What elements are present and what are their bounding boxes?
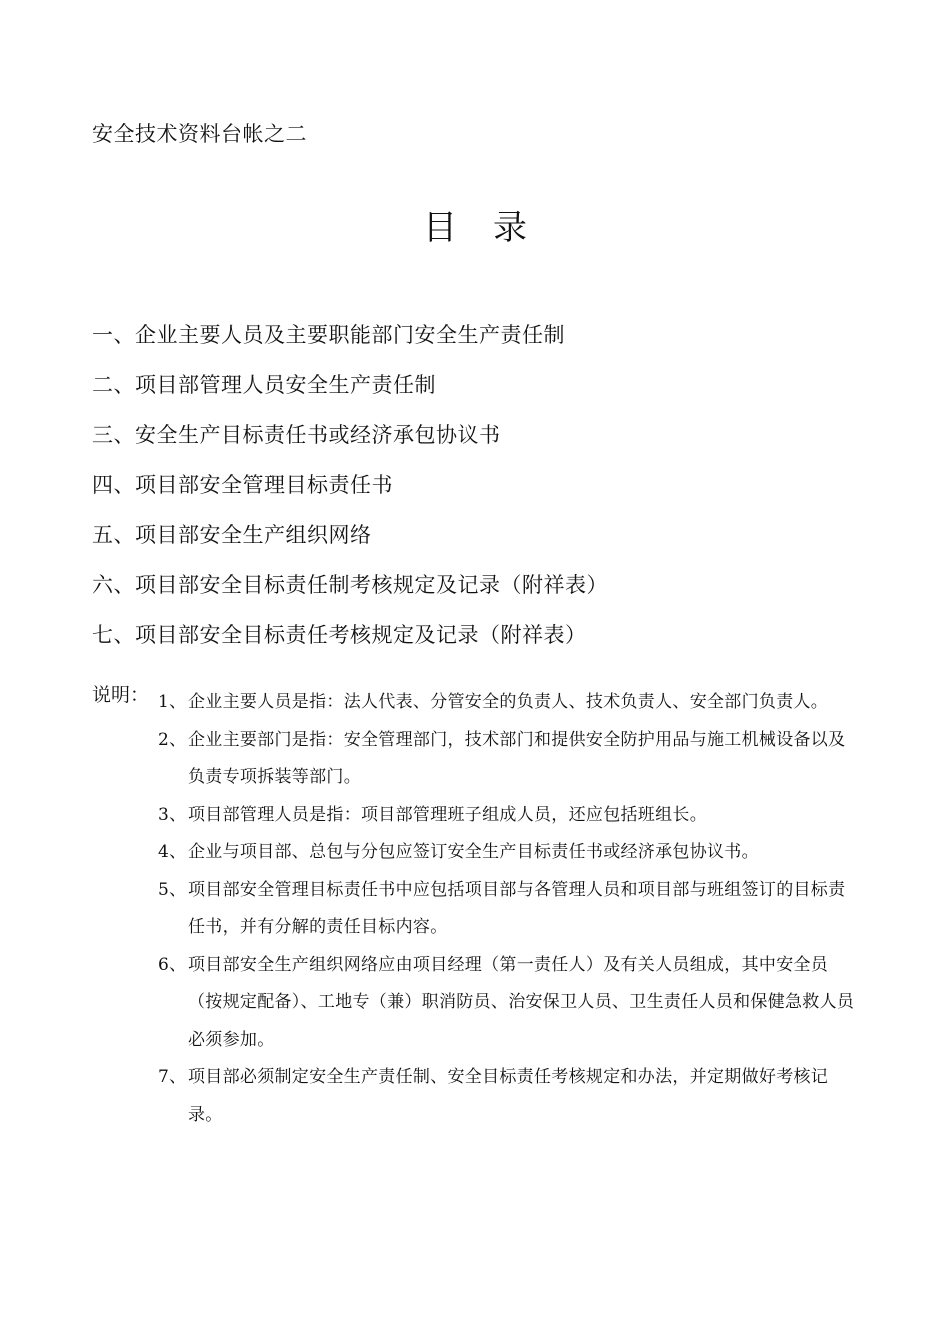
note-number: 7、 — [158, 1067, 187, 1087]
toc-item: 六、项目部安全目标责任制考核规定及记录（附祥表） — [92, 573, 608, 597]
note-text: 项目部管理人员是指：项目部管理班子组成人员，还应包括班组长。 — [188, 804, 707, 825]
note-number: 1、 — [158, 692, 187, 712]
note-text: 企业主要部门是指：安全管理部门，技术部门和提供安全防护用品与施工机械设备以及负责专项拆装等部门。 — [188, 729, 846, 787]
note-number: 6、 — [158, 954, 187, 975]
toc-item: 一、企业主要人员及主要职能部门安全生产责任制 — [92, 323, 565, 347]
note-item — [158, 834, 862, 872]
note-number: 2、 — [158, 729, 187, 750]
note-number: 4、 — [158, 842, 187, 862]
note-item — [158, 722, 862, 797]
page-title: 目录 — [423, 208, 563, 248]
note-item — [158, 947, 862, 1060]
note-text: 企业主要人员是指：法人代表、分管安全的负责人、技术负责人、安全部门负责人。 — [188, 692, 829, 712]
note-item — [158, 797, 862, 835]
toc-item: 七、项目部安全目标责任考核规定及记录（附祥表） — [92, 623, 587, 647]
notes-label: 说明： — [92, 684, 150, 706]
note-item — [158, 684, 862, 722]
toc-item: 三、安全生产目标责任书或经济承包协议书 — [92, 423, 501, 447]
note-text: 项目部安全管理目标责任书中应包括项目部与各管理人员和项目部与班组签订的目标责任书，并有分解的责任目标内容。 — [188, 879, 846, 937]
note-text: 项目部安全生产组织网络应由项目经理（第一责任人）及有关人员组成，其中安全员（按规定配备）、工地专（兼）职消防员、治安保卫人员、卫生责任人员和保健急救人员必须参加。 — [188, 954, 855, 1050]
note-item — [158, 872, 862, 947]
note-text: 项目部必须制定安全生产责任制、安全目标责任考核规定和办法，并定期做好考核记录。 — [188, 1067, 829, 1125]
table-of-contents — [92, 318, 608, 668]
toc-item: 五、项目部安全生产组织网络 — [92, 523, 372, 547]
toc-item: 四、项目部安全管理目标责任书 — [92, 473, 393, 497]
note-number: 3、 — [158, 804, 187, 825]
note-number: 5、 — [158, 879, 187, 900]
notes-list — [158, 684, 862, 1134]
toc-item: 二、项目部管理人员安全生产责任制 — [92, 373, 436, 397]
note-item — [158, 1059, 862, 1134]
note-text: 企业与项目部、总包与分包应签订安全生产目标责任书或经济承包协议书。 — [188, 842, 759, 862]
document-header-label: 安全技术资料台帐之二 — [92, 122, 307, 146]
